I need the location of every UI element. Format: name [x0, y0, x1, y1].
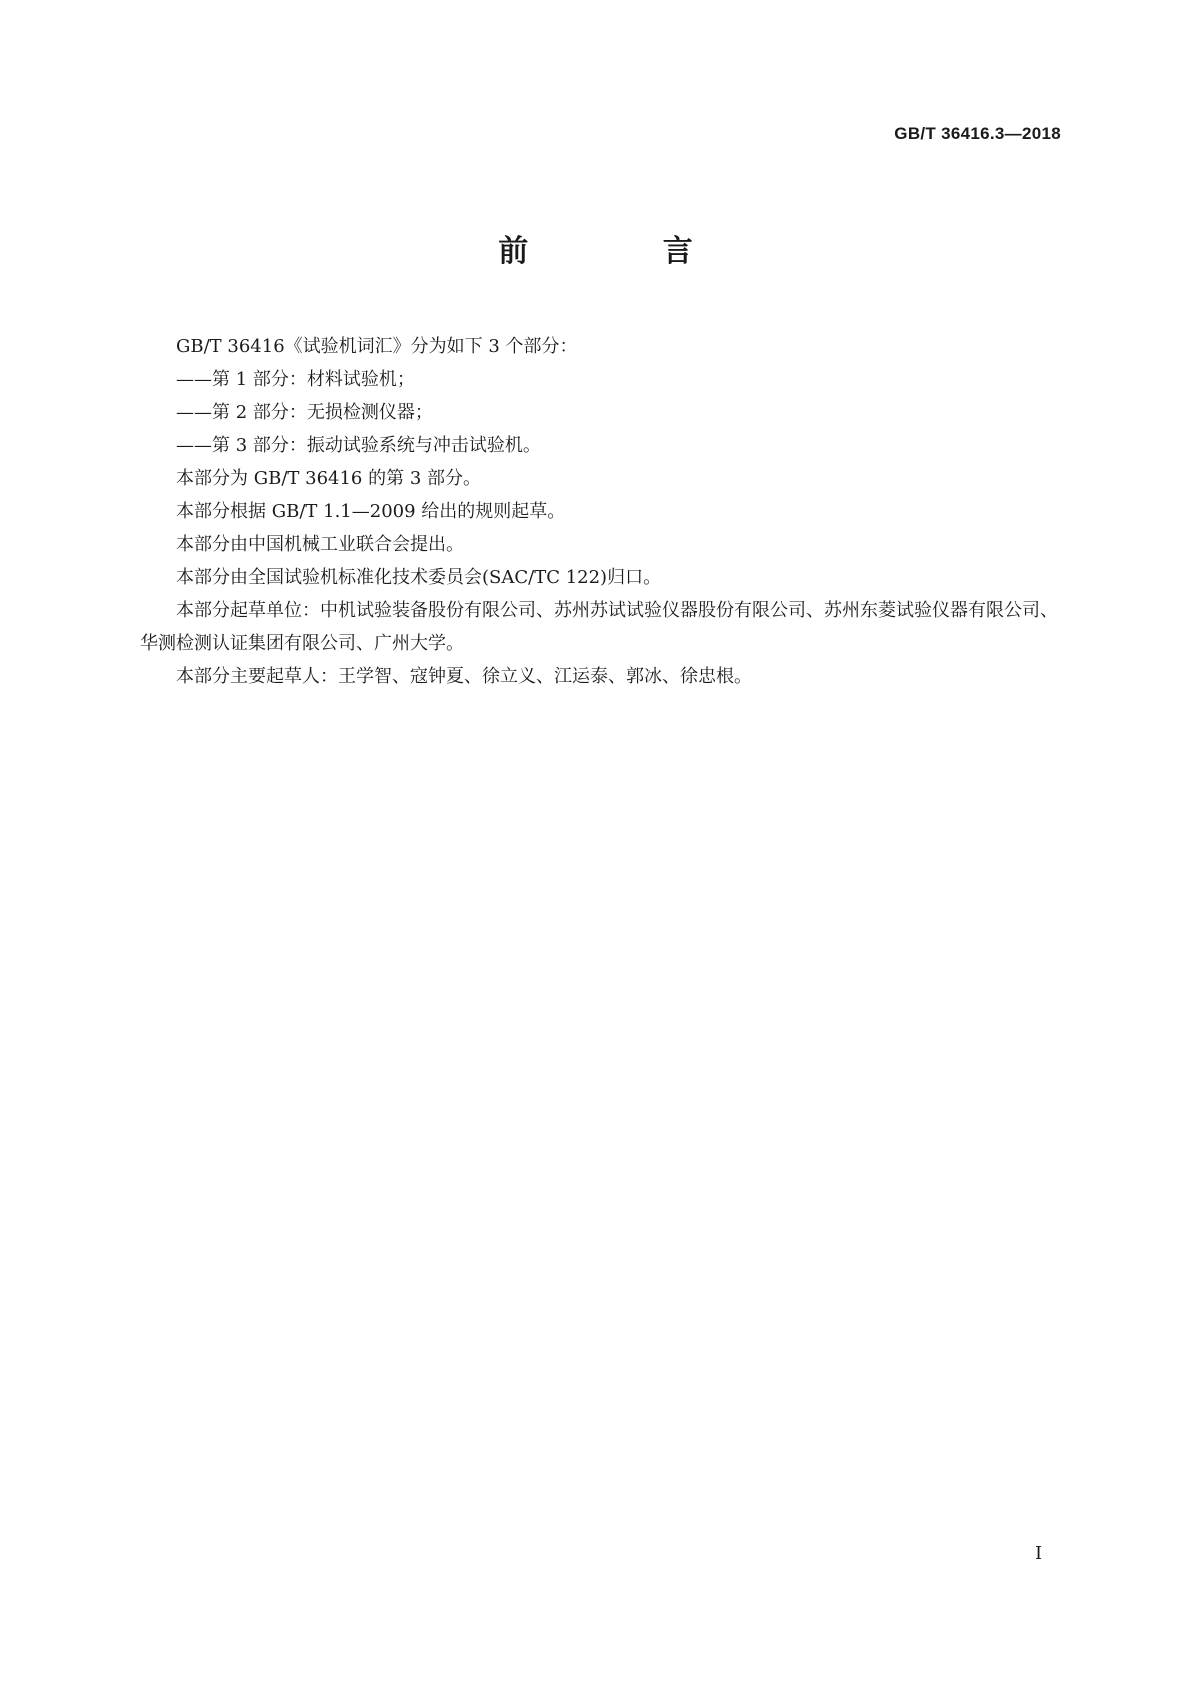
paragraph-drafting-units: 本部分起草单位：中机试验装备股份有限公司、苏州苏试试验仪器股份有限公司、苏州东菱试验仪器有限公司、华测检测认证集团有限公司、广州大学。 — [140, 600, 1058, 654]
list-item-part-3: ——第 3 部分：振动试验系统与冲击试验机。 — [176, 435, 541, 456]
paragraph-drafters: 本部分主要起草人：王学智、寇钟夏、徐立义、江运泰、郭冰、徐忠根。 — [176, 666, 752, 687]
standard-code: GB/T 36416.3—2018 — [894, 124, 1061, 143]
page-number: I — [1035, 1543, 1043, 1564]
list-item-part-2: ——第 2 部分：无损检测仪器； — [176, 402, 433, 423]
paragraph-parts-intro: GB/T 36416《试验机词汇》分为如下 3 个部分： — [176, 336, 578, 357]
list-item-part-1: ——第 1 部分：材料试验机； — [176, 369, 415, 390]
paragraph-proposed-by: 本部分由中国机械工业联合会提出。 — [176, 534, 464, 555]
page-title: 前 言 — [498, 234, 755, 269]
paragraph-managed-by: 本部分由全国试验机标准化技术委员会(SAC/TC 122)归口。 — [176, 567, 662, 588]
foreword-body — [140, 330, 1060, 693]
paragraph-this-part: 本部分为 GB/T 36416 的第 3 部分。 — [176, 468, 481, 489]
paragraph-drafting-rules: 本部分根据 GB/T 1.1—2009 给出的规则起草。 — [176, 501, 566, 522]
